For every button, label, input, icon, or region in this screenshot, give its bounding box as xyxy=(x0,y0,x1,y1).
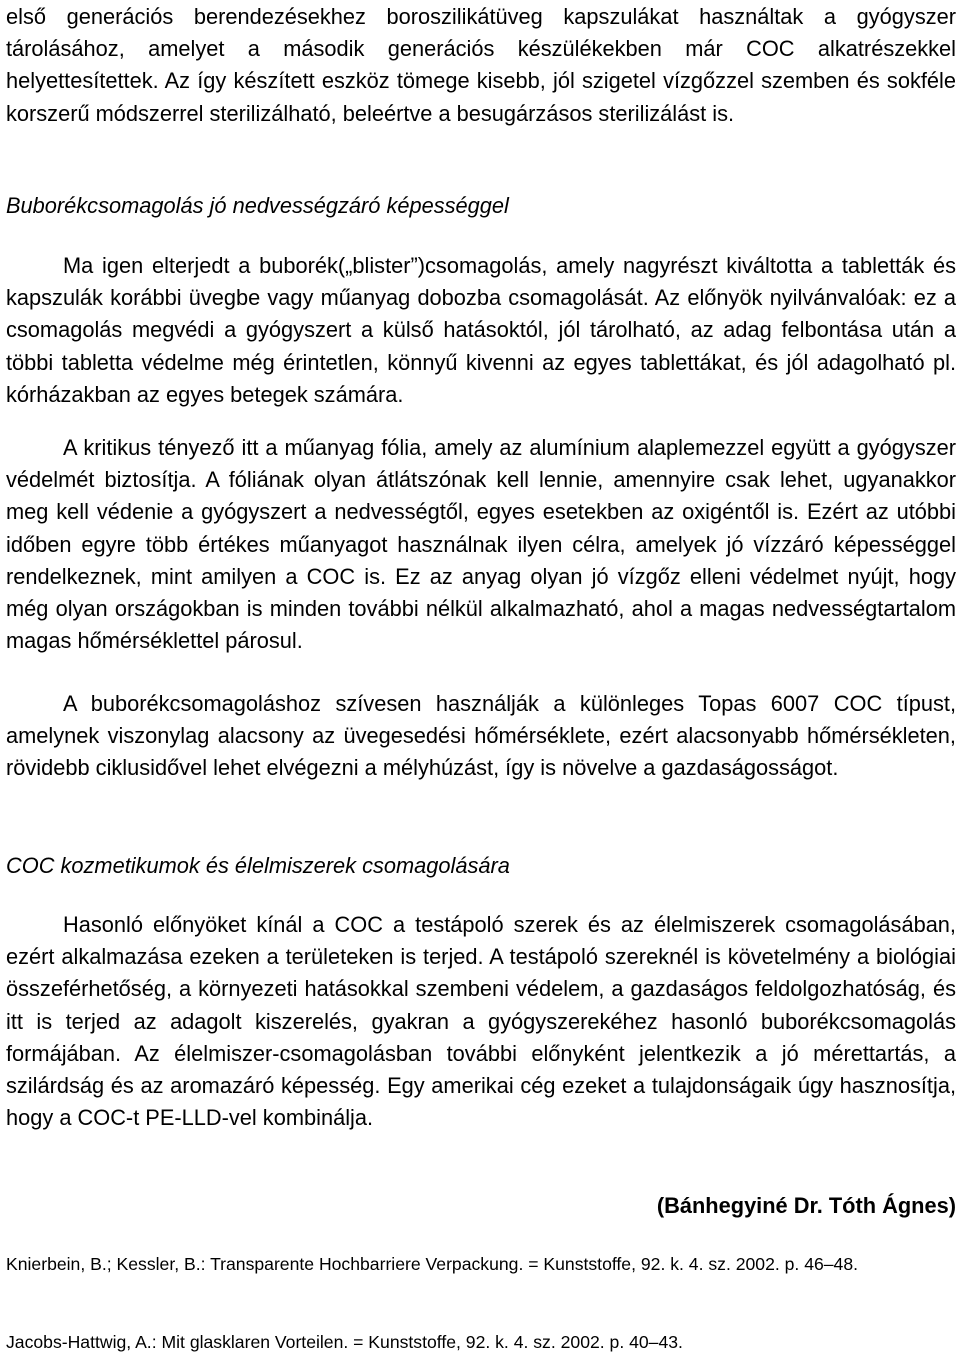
intro-paragraph: első generációs berendezésekhez boroszilikátüveg kapszulákat használtak a gyógyszer tárolásához, amelyet a második generációs készülékekben már COC alkatrészekkel helyettesítettek. Az így készített eszköz tömege kisebb, jól szigetel vízgőzzel szemben és sokféle korszerű módszerrel sterilizálható, beleértve a besugárzásos sterilizálást is. xyxy=(6,4,956,126)
reference-1: Knierbein, B.; Kessler, B.: Transparente Hochbarriere Verpackung. = Kunststoffe, 92. k. 4. sz. 2002. p. 46–48. xyxy=(6,1254,859,1274)
blister-paragraph-2: A kritikus tényező itt a műanyag fólia, amely az alumínium alaplemezzel együtt a gyógyszer védelmét biztosítja. A fóliának olyan átlátszónak kell lennie, amennyire csak lehet, ugyanakkor meg kell védenie a gyógyszert a nedvességtől, egyes esetekben az oxigéntől is. Ezért az utóbbi időben egyre több értékes műanyagot használnak ilyen célra, amelyek jó vízzáró képességgel rendelkeznek, mint amilyen a COC is. Ez az anyag olyan jó vízgőz elleni védelmet nyújt, hogy még olyan országokban is minden további nélkül alkalmazható, ahol a magas nedvességtartalom magas hőmérséklettel párosul. xyxy=(6,435,956,654)
cosmetics-paragraph: Hasonló előnyöket kínál a COC a testápoló szerek és az élelmiszerek csomagolásában, ezért alkalmazása ezeken a területeken is terjed. A testápoló szereknél is követelmény a biológiai összeférhetőség, a környezeti hatásokkal szembeni védelem, a gazdaságos feldolgozhatóság, és itt is terjed az adagolt kiszerelés, gyakran a gyógyszerekéhez hasonló buborékcsomagolás formájában. Az élelmiszer-csomagolásban további előnyként jelentkezik a jó mérettartás, a szilárdság és az aromazáró képesség. Egy amerikai cég ezeket a tulajdonságaik úgy hasznosítja, hogy a COC-t PE-LLD-vel kombinálja. xyxy=(6,912,956,1131)
heading-cosmetics-food: COC kozmetikumok és élelmiszerek csomagolására xyxy=(6,853,510,878)
blister-paragraph-1: Ma igen elterjedt a buborék(„blister”)csomagolás, amely nagyrészt kiváltotta a tabletták és kapszulák korábbi üvegbe vagy műanyag dobozba csomagolását. Az előnyök nyilvánvalóak: ez a csomagolás megvédi a gyógyszert a külső hatásoktól, jól tárolható, az adag felbontása után a többi tabletta védelme még érintetlen, könnyű kivenni az egyes tablettákat, és jól adagolható pl. kórházakban az egyes betegek számára. xyxy=(6,253,956,407)
heading-blister-packaging: Buborékcsomagolás jó nedvességzáró képességgel xyxy=(6,193,509,218)
reference-2: Jacobs-Hattwig, A.: Mit glasklaren Vorteilen. = Kunststoffe, 92. k. 4. sz. 2002. p. 40–43. xyxy=(6,1332,683,1352)
author-signature: (Bánhegyiné Dr. Tóth Ágnes) xyxy=(656,1193,956,1218)
blister-paragraph-3: A buborékcsomagoláshoz szívesen használják a különleges Topas 6007 COC típust, amelynek viszonylag alacsony az üvegesedési hőmérséklete, ezért alacsonyabb hőmérsékleten, rövidebb ciklusidővel lehet elvégezni a mélyhúzást, így is növelve a gazdaságosságot. xyxy=(6,691,956,781)
